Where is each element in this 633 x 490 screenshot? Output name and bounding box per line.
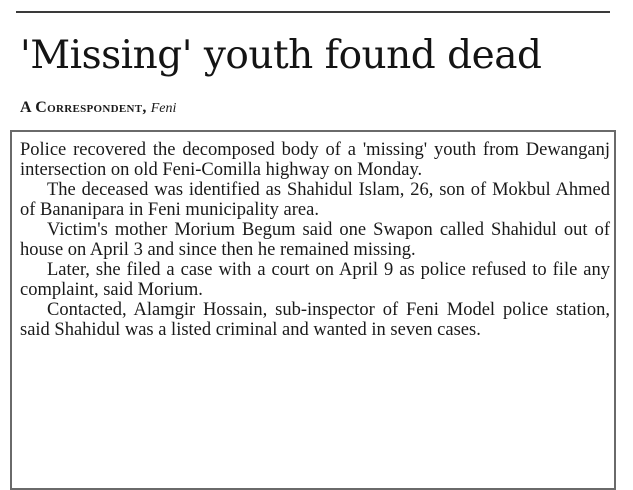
top-rule: [16, 11, 610, 13]
byline-author: A Correspondent,: [20, 99, 147, 116]
byline-place: Feni: [150, 101, 177, 116]
paragraph-5: Contacted, Alamgir Hossain, sub-inspector of Feni Model police station, said Shahidul was a listed criminal and wanted in seven cases.: [20, 300, 610, 340]
paragraph-3: Victim's mother Morium Begum said one Swapon called Shahidul out of house on April 3 and since then he remained missing.: [20, 220, 610, 260]
paragraph-2: The deceased was identified as Shahidul Islam, 26, son of Mokbul Ahmed of Bananipara in Feni municipality area.: [20, 180, 610, 220]
paragraph-4: Later, she filed a case with a court on April 9 as police refused to file any complaint, said Morium.: [20, 260, 610, 300]
headline: 'Missing' youth found dead: [20, 33, 542, 78]
story-body: [20, 140, 610, 340]
paragraph-1: Police recovered the decomposed body of a 'missing' youth from Dewanganj intersection on old Feni-Comilla highway on Monday.: [20, 140, 610, 180]
byline: [20, 99, 176, 117]
